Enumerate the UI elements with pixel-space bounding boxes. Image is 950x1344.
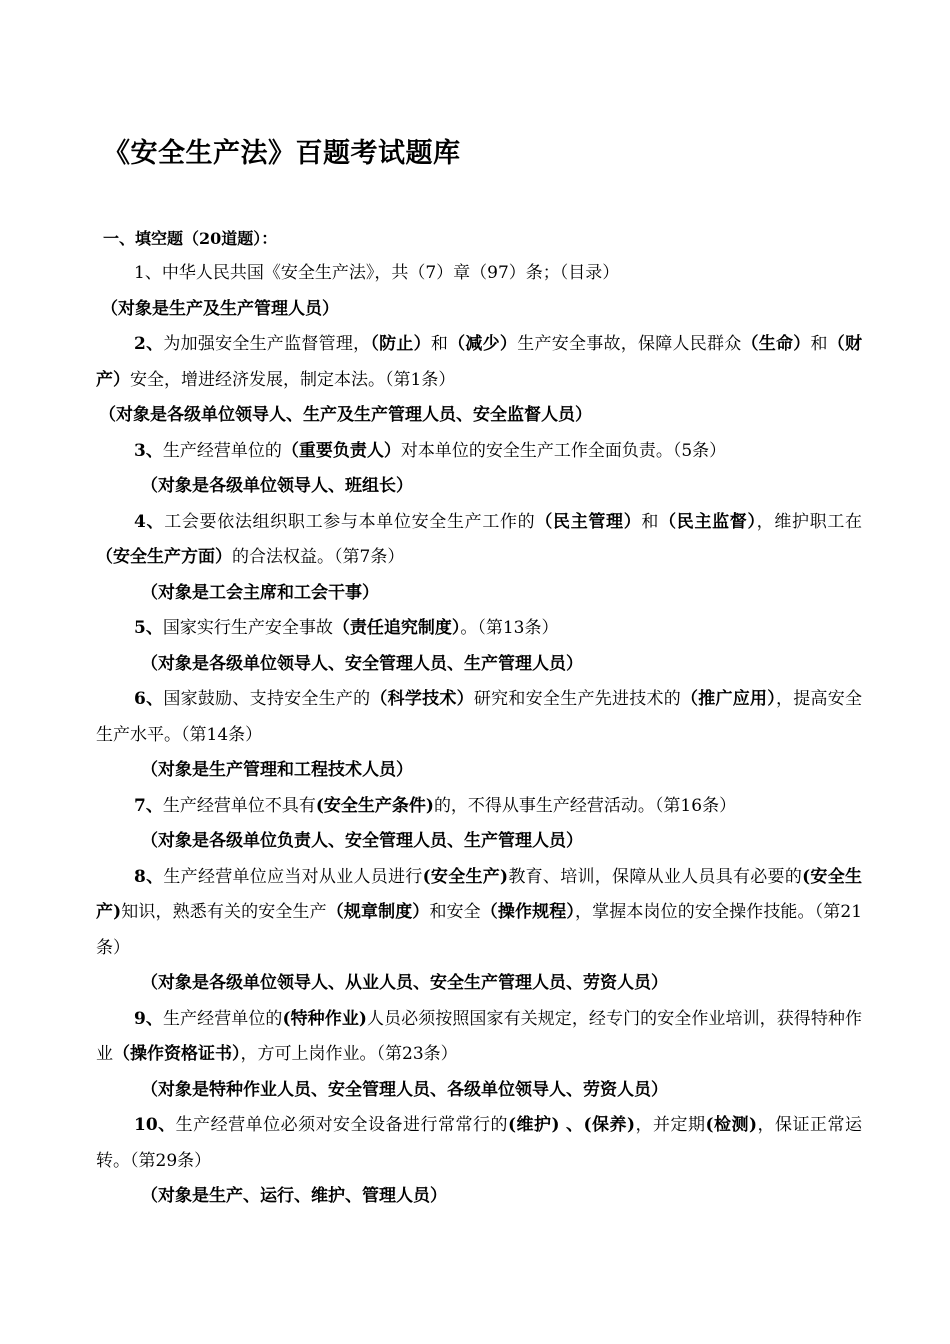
target-audience-7: （对象是各级单位负责人、安全管理人员、生产管理人员） [141, 831, 583, 851]
answer-blank: (安全生产条件) [315, 795, 434, 816]
question-2 [96, 327, 862, 398]
question-number: 6、 [134, 689, 164, 709]
question-text: 教育、培训，保障从业人员具有必要的 [508, 866, 803, 887]
question-7 [96, 789, 862, 825]
answer-blank: (安全生产) [96, 866, 862, 922]
question-6 [96, 682, 862, 753]
answer-blank: （减少） [448, 334, 518, 354]
question-text: ，方可上岗作业。（第23条） [240, 1044, 458, 1064]
question-10 [96, 1108, 862, 1179]
section-heading: 一、填空题（20道题）： [103, 229, 278, 248]
question-text: ，掌握本岗位的安全操作技能。（第21条） [96, 902, 863, 958]
question-text: 。（第13条） [460, 618, 559, 638]
answer-blank: （民主管理） [535, 511, 642, 532]
answer-blank: （推广应用） [680, 689, 776, 709]
target-audience-5: （对象是各级单位领导人、安全管理人员、生产管理人员） [141, 653, 583, 674]
question-4 [96, 505, 862, 576]
answer-blank: (安全生产) [422, 866, 509, 887]
answer-blank: （安全生产方面） [96, 547, 232, 567]
question-text: ，保证正常运转。（第29条） [96, 1115, 862, 1171]
answer-blank: （操作规程） [480, 902, 576, 922]
question-number: 10、 [134, 1115, 176, 1135]
target-audience-10: （对象是生产、运行、维护、管理人员） [141, 1186, 447, 1206]
question-text: 生产经营单位不具有 [162, 795, 316, 816]
answer-blank: （规章制度） [326, 902, 430, 922]
question-number: 9、 [134, 1008, 163, 1029]
question-text: 生产经营单位的 [162, 1008, 283, 1029]
question-5 [96, 611, 862, 647]
target-audience-3: （对象是各级单位领导人、班组长） [141, 476, 413, 496]
document-title: 《安全生产法》百题考试题库 [103, 138, 461, 169]
question-text: 和安全 [429, 902, 481, 922]
answer-blank: （民主监督） [659, 511, 757, 532]
target-audience-6: （对象是生产管理和工程技术人员） [141, 760, 413, 780]
question-text: 和 [430, 334, 449, 354]
question-text: 安全，增进经济发展，制定本法。（第1条） [130, 369, 456, 390]
question-text: 工会要依法组织职工参与本单位安全生产工作的 [164, 511, 536, 532]
question-3 [96, 434, 862, 470]
answer-blank: （责任追究制度） [332, 618, 461, 638]
question-text: 人员必须按照国家有关规定，经专门的安全作业培训，获得特种作业 [96, 1008, 863, 1064]
question-text: 生产安全事故，保障人民群众 [517, 334, 742, 354]
question-text: 和 [810, 334, 828, 354]
question-text: ，并定期 [635, 1115, 706, 1135]
question-number: 5、 [134, 618, 163, 638]
question-text: 生产经营单位应当对从业人员进行 [163, 866, 423, 887]
answer-blank: （生命） [741, 334, 811, 354]
target-audience-4: （对象是工会主席和工会干事） [141, 582, 379, 603]
question-number: 7、 [134, 795, 163, 816]
question-text: 中华人民共国《安全生产法》，共（7）章（97）条；（目录） [161, 263, 620, 283]
target-audience-8: （对象是各级单位领导人、从业人员、安全生产管理人员、劳资人员） [141, 973, 668, 993]
question-number: 1、 [134, 263, 162, 283]
question-number: 2、 [134, 334, 164, 354]
question-8 [96, 860, 862, 967]
answer-blank: (保养) [583, 1115, 636, 1135]
question-text: 的合法权益。（第7条） [232, 547, 405, 567]
question-text: 国家实行生产安全事故 [162, 618, 333, 638]
question-list [96, 256, 862, 1215]
answer-blank: （操作资格证书） [113, 1044, 241, 1064]
question-text: 和 [641, 511, 660, 532]
question-text: 生产经营单位必须对安全设备进行常常行的 [175, 1115, 508, 1135]
answer-blank: (特种作业) [282, 1008, 367, 1029]
question-number: 3、 [134, 440, 163, 461]
answer-blank: （科学技术） [370, 689, 474, 709]
question-text: 国家鼓励、支持安全生产的 [163, 689, 371, 709]
target-audience-1: （对象是生产及生产管理人员） [101, 298, 339, 319]
question-text: ，提高安全生产水平。（第14条） [96, 689, 863, 745]
answer-blank: （重要负责人） [281, 440, 401, 461]
question-text: 为加强安全生产监督管理， [163, 334, 371, 354]
target-audience-9: （对象是特种作业人员、安全管理人员、各级单位领导人、劳资人员） [141, 1079, 668, 1100]
answer-blank: （防止） [370, 334, 431, 354]
answer-blank: (维护) [507, 1115, 560, 1135]
answer-blank: （财产） [96, 334, 863, 390]
question-text: 的，不得从事生产经营活动。（第16条） [433, 795, 737, 816]
question-text: 生产经营单位的 [162, 440, 282, 461]
question-text: 知识，熟悉有关的安全生产 [121, 902, 327, 922]
question-1 [96, 256, 862, 292]
question-number: 4、 [134, 511, 165, 532]
question-number: 8、 [134, 866, 164, 887]
question-text: 对本单位的安全生产工作全面负责。（5条） [400, 440, 727, 461]
target-audience-2: （对象是各级单位领导人、生产及生产管理人员、安全监督人员） [99, 405, 592, 425]
question-text: 研究和安全生产先进技术的 [473, 689, 681, 709]
question-text: ，维护职工在 [756, 511, 863, 532]
answer-blank: (检测) [705, 1115, 758, 1135]
question-9 [96, 1002, 862, 1073]
answer-separator: 、 [559, 1115, 584, 1135]
